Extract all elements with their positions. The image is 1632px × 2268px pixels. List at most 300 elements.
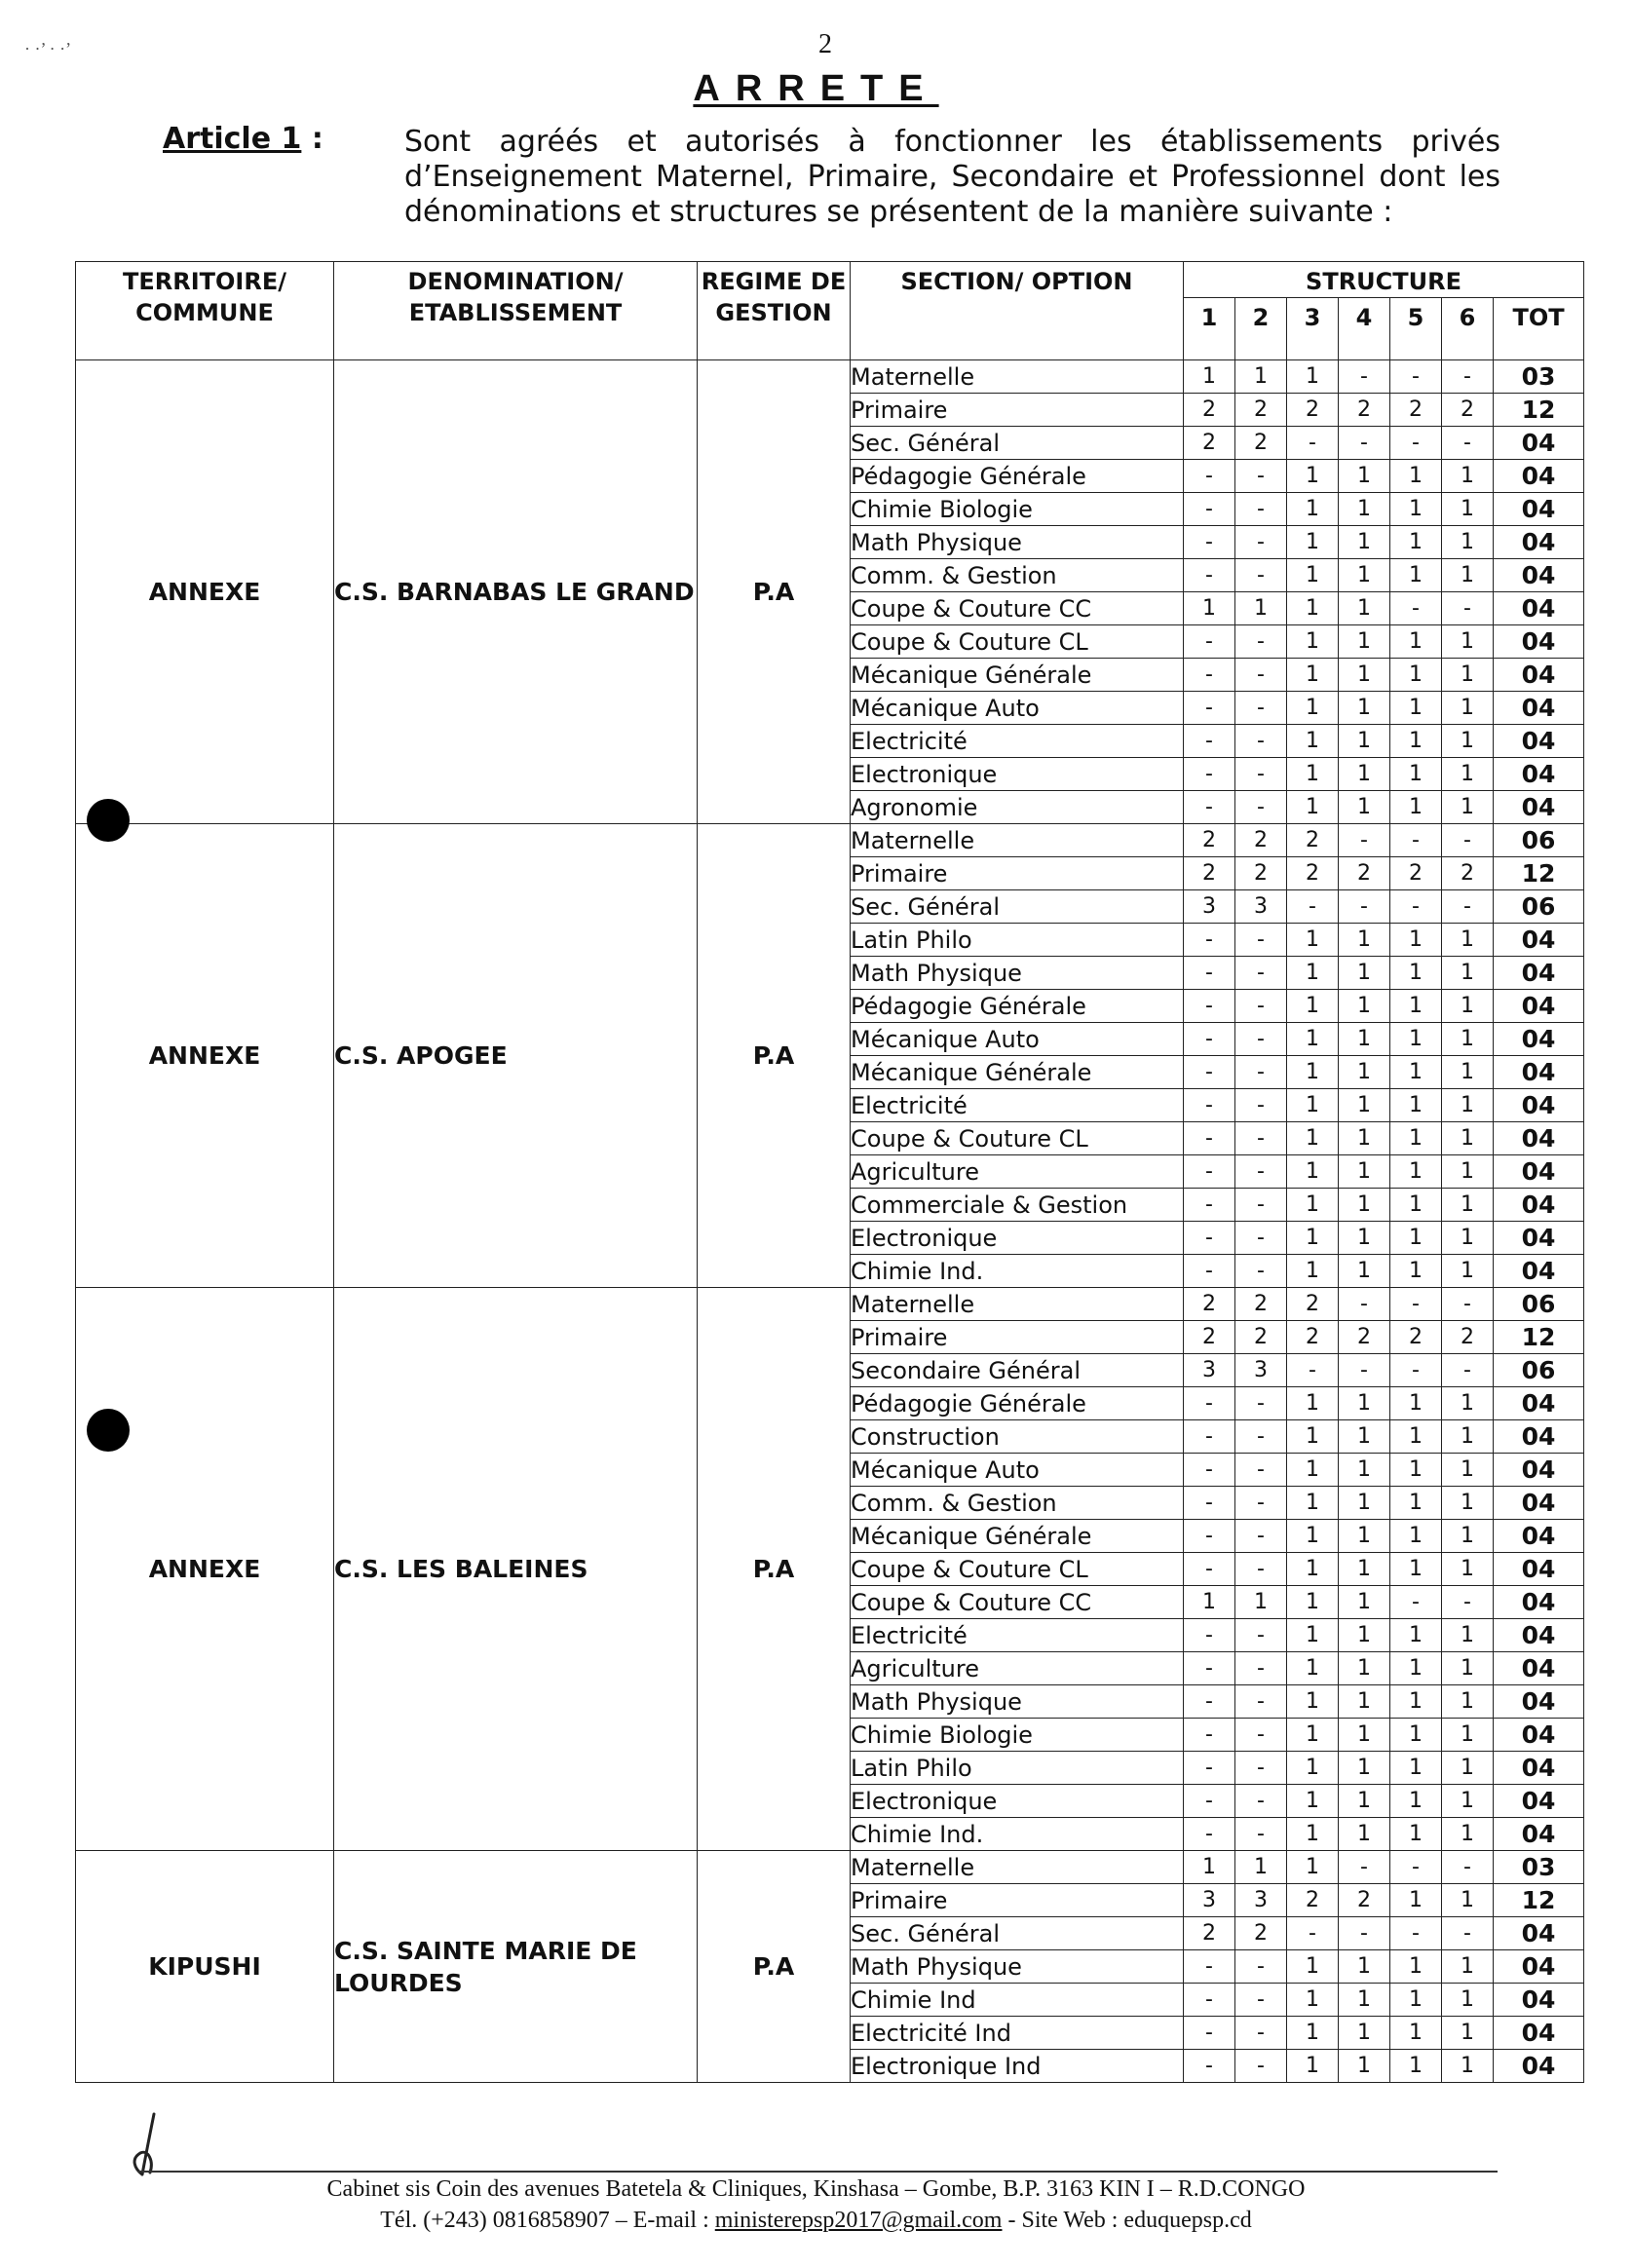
structure-cell-1: 2 <box>1184 1321 1235 1354</box>
structure-cell-4: - <box>1339 1354 1390 1387</box>
structure-cell-5: 1 <box>1390 1222 1442 1255</box>
structure-cell-1: 2 <box>1184 824 1235 857</box>
structure-cell-2: - <box>1235 1719 1287 1752</box>
group-regime: P.A <box>698 360 851 824</box>
total-cell: 04 <box>1494 924 1584 957</box>
table-row <box>76 1288 1584 1321</box>
structure-cell-2: - <box>1235 1520 1287 1553</box>
structure-cell-3: 1 <box>1287 1520 1339 1553</box>
structure-cell-3: 1 <box>1287 725 1339 758</box>
header-denomination: DENOMINATION/ ETABLISSEMENT <box>334 262 698 360</box>
structure-cell-4: 1 <box>1339 1023 1390 1056</box>
structure-cell-6: 1 <box>1442 990 1494 1023</box>
header-structure: STRUCTURE <box>1184 262 1584 298</box>
section-option-cell: Primaire <box>851 857 1184 890</box>
structure-cell-2: - <box>1235 957 1287 990</box>
group-territoire: KIPUSHI <box>76 1851 334 2083</box>
structure-cell-4: - <box>1339 824 1390 857</box>
structure-cell-4: 1 <box>1339 957 1390 990</box>
structure-cell-5: - <box>1390 824 1442 857</box>
total-cell: 04 <box>1494 526 1584 559</box>
total-cell: 04 <box>1494 1189 1584 1222</box>
article-label-text: Article 1 <box>163 122 302 156</box>
structure-cell-1: - <box>1184 1420 1235 1454</box>
section-option-cell: Maternelle <box>851 1851 1184 1884</box>
structure-cell-5: 1 <box>1390 1155 1442 1189</box>
group-territoire: ANNEXE <box>76 824 334 1288</box>
structure-cell-3: 1 <box>1287 1189 1339 1222</box>
structure-cell-5: - <box>1390 360 1442 394</box>
structure-cell-5: 1 <box>1390 957 1442 990</box>
total-cell: 04 <box>1494 1255 1584 1288</box>
structure-cell-3: 1 <box>1287 625 1339 659</box>
structure-cell-4: 1 <box>1339 659 1390 692</box>
structure-cell-6: 1 <box>1442 1454 1494 1487</box>
total-cell: 04 <box>1494 1023 1584 1056</box>
section-option-cell: Latin Philo <box>851 1752 1184 1785</box>
structure-cell-4: 1 <box>1339 1950 1390 1984</box>
structure-cell-3: 1 <box>1287 1984 1339 2017</box>
structure-cell-2: 3 <box>1235 1884 1287 1917</box>
structure-cell-3: 2 <box>1287 1288 1339 1321</box>
header-col-4: 4 <box>1339 298 1390 360</box>
structure-cell-1: 1 <box>1184 360 1235 394</box>
structure-cell-5: 1 <box>1390 1255 1442 1288</box>
total-cell: 04 <box>1494 990 1584 1023</box>
group-denomination: C.S. SAINTE MARIE DE LOURDES <box>334 1851 698 2083</box>
structure-cell-6: - <box>1442 1288 1494 1321</box>
structure-cell-5: - <box>1390 1586 1442 1619</box>
structure-cell-3: 1 <box>1287 1420 1339 1454</box>
structure-cell-5: 1 <box>1390 625 1442 659</box>
total-cell: 04 <box>1494 1652 1584 1685</box>
structure-cell-1: - <box>1184 1155 1235 1189</box>
structure-cell-4: 1 <box>1339 493 1390 526</box>
structure-cell-6: 1 <box>1442 924 1494 957</box>
section-option-cell: Primaire <box>851 1321 1184 1354</box>
total-cell: 12 <box>1494 1884 1584 1917</box>
structure-cell-3: 1 <box>1287 1553 1339 1586</box>
structure-cell-6: 1 <box>1442 1387 1494 1420</box>
punch-hole-mark <box>87 799 130 842</box>
structure-cell-4: 2 <box>1339 857 1390 890</box>
structure-cell-4: 1 <box>1339 1619 1390 1652</box>
structure-cell-1: - <box>1184 1619 1235 1652</box>
section-option-cell: Agriculture <box>851 1155 1184 1189</box>
structure-cell-5: - <box>1390 890 1442 924</box>
structure-cell-1: - <box>1184 1255 1235 1288</box>
structure-cell-4: 1 <box>1339 526 1390 559</box>
structure-cell-5: 1 <box>1390 1619 1442 1652</box>
total-cell: 04 <box>1494 1553 1584 1586</box>
total-cell: 04 <box>1494 1917 1584 1950</box>
footer-address: Cabinet sis Coin des avenues Batetela & Cliniques, Kinshasa – Gombe, B.P. 3163 KIN I – R.D.CONGO <box>326 2176 1306 2202</box>
section-option-cell: Primaire <box>851 394 1184 427</box>
section-option-cell: Agriculture <box>851 1652 1184 1685</box>
structure-cell-6: 1 <box>1442 758 1494 791</box>
structure-cell-4: 2 <box>1339 394 1390 427</box>
group-territoire: ANNEXE <box>76 1288 334 1851</box>
total-cell: 04 <box>1494 1818 1584 1851</box>
structure-cell-5: 1 <box>1390 1387 1442 1420</box>
structure-cell-1: - <box>1184 460 1235 493</box>
total-cell: 04 <box>1494 659 1584 692</box>
structure-cell-4: 1 <box>1339 1818 1390 1851</box>
structure-cell-5: - <box>1390 1288 1442 1321</box>
structure-cell-3: 1 <box>1287 526 1339 559</box>
structure-cell-2: - <box>1235 1685 1287 1719</box>
structure-cell-3: 2 <box>1287 857 1339 890</box>
structure-cell-2: 2 <box>1235 824 1287 857</box>
structure-cell-5: 1 <box>1390 1818 1442 1851</box>
structure-cell-1: - <box>1184 659 1235 692</box>
structure-cell-3: - <box>1287 427 1339 460</box>
structure-cell-6: - <box>1442 427 1494 460</box>
structure-cell-5: 1 <box>1390 2050 1442 2083</box>
total-cell: 04 <box>1494 1586 1584 1619</box>
section-option-cell: Sec. Général <box>851 1917 1184 1950</box>
section-option-cell: Coupe & Couture CL <box>851 625 1184 659</box>
structure-cell-2: - <box>1235 625 1287 659</box>
total-cell: 04 <box>1494 1454 1584 1487</box>
structure-cell-1: - <box>1184 791 1235 824</box>
structure-cell-6: - <box>1442 1354 1494 1387</box>
structure-cell-6: 2 <box>1442 857 1494 890</box>
structure-cell-3: 2 <box>1287 1884 1339 1917</box>
section-option-cell: Maternelle <box>851 360 1184 394</box>
footer-rule <box>138 2171 1498 2173</box>
structure-cell-1: - <box>1184 1222 1235 1255</box>
structure-cell-1: - <box>1184 957 1235 990</box>
structure-cell-5: 1 <box>1390 1420 1442 1454</box>
structure-cell-5: 1 <box>1390 758 1442 791</box>
structure-cell-1: - <box>1184 758 1235 791</box>
header-col-2: 2 <box>1235 298 1287 360</box>
structure-cell-4: 1 <box>1339 1520 1390 1553</box>
document-title: ARRETE <box>693 68 939 109</box>
structure-cell-3: 1 <box>1287 2050 1339 2083</box>
structure-cell-3: 1 <box>1287 1752 1339 1785</box>
section-option-cell: Chimie Ind. <box>851 1818 1184 1851</box>
structure-cell-2: - <box>1235 1553 1287 1586</box>
structure-cell-5: 2 <box>1390 394 1442 427</box>
group-regime: P.A <box>698 824 851 1288</box>
structure-cell-3: 1 <box>1287 1089 1339 1122</box>
structure-cell-3: 1 <box>1287 1851 1339 1884</box>
structure-cell-6: 1 <box>1442 1652 1494 1685</box>
structure-cell-5: 1 <box>1390 1884 1442 1917</box>
section-option-cell: Electronique <box>851 1222 1184 1255</box>
structure-cell-4: 1 <box>1339 791 1390 824</box>
structure-cell-6: 1 <box>1442 1255 1494 1288</box>
total-cell: 04 <box>1494 460 1584 493</box>
schools-structure-table <box>75 261 1584 2083</box>
structure-cell-6: - <box>1442 1851 1494 1884</box>
footer-contact <box>0 2208 1632 2234</box>
structure-cell-1: - <box>1184 1719 1235 1752</box>
structure-cell-5: - <box>1390 1354 1442 1387</box>
structure-cell-6: 1 <box>1442 1950 1494 1984</box>
total-cell: 04 <box>1494 1420 1584 1454</box>
structure-cell-4: 1 <box>1339 1420 1390 1454</box>
structure-cell-5: - <box>1390 427 1442 460</box>
structure-cell-4: 1 <box>1339 758 1390 791</box>
article-label <box>163 122 323 156</box>
header-col-tot: TOT <box>1494 298 1584 360</box>
section-option-cell: Electricité <box>851 1089 1184 1122</box>
structure-cell-4: 1 <box>1339 1189 1390 1222</box>
total-cell: 04 <box>1494 957 1584 990</box>
structure-cell-6: 1 <box>1442 1553 1494 1586</box>
structure-cell-3: 1 <box>1287 990 1339 1023</box>
structure-cell-1: - <box>1184 493 1235 526</box>
structure-cell-6: 1 <box>1442 625 1494 659</box>
section-option-cell: Electricité <box>851 725 1184 758</box>
structure-cell-5: 1 <box>1390 1950 1442 1984</box>
structure-cell-6: 1 <box>1442 1122 1494 1155</box>
total-cell: 06 <box>1494 890 1584 924</box>
header-col-5: 5 <box>1390 298 1442 360</box>
section-option-cell: Mécanique Générale <box>851 659 1184 692</box>
structure-cell-4: 1 <box>1339 1984 1390 2017</box>
total-cell: 03 <box>1494 360 1584 394</box>
structure-cell-6: 1 <box>1442 791 1494 824</box>
structure-cell-3: 2 <box>1287 824 1339 857</box>
structure-cell-4: - <box>1339 890 1390 924</box>
structure-cell-4: 1 <box>1339 1652 1390 1685</box>
total-cell: 04 <box>1494 1719 1584 1752</box>
structure-cell-4: 1 <box>1339 592 1390 625</box>
total-cell: 04 <box>1494 1950 1584 1984</box>
structure-cell-6: 1 <box>1442 460 1494 493</box>
structure-cell-5: - <box>1390 592 1442 625</box>
structure-cell-5: - <box>1390 1851 1442 1884</box>
structure-cell-3: 1 <box>1287 1255 1339 1288</box>
group-denomination: C.S. LES BALEINES <box>334 1288 698 1851</box>
header-section: SECTION/ OPTION <box>851 262 1184 360</box>
structure-cell-1: 2 <box>1184 394 1235 427</box>
structure-cell-4: 1 <box>1339 1454 1390 1487</box>
structure-cell-1: - <box>1184 1950 1235 1984</box>
structure-cell-6: 1 <box>1442 692 1494 725</box>
section-option-cell: Sec. Général <box>851 890 1184 924</box>
structure-cell-5: 1 <box>1390 1089 1442 1122</box>
structure-cell-6: 1 <box>1442 1719 1494 1752</box>
structure-cell-3: 1 <box>1287 1818 1339 1851</box>
section-option-cell: Comm. & Gestion <box>851 559 1184 592</box>
structure-cell-2: - <box>1235 990 1287 1023</box>
structure-cell-2: - <box>1235 1122 1287 1155</box>
structure-cell-2: - <box>1235 1818 1287 1851</box>
section-option-cell: Mécanique Générale <box>851 1520 1184 1553</box>
structure-cell-6: 1 <box>1442 1619 1494 1652</box>
structure-cell-2: - <box>1235 1752 1287 1785</box>
structure-cell-6: 1 <box>1442 1752 1494 1785</box>
structure-cell-1: - <box>1184 1056 1235 1089</box>
footer-phone: Tél. (+243) 0816858907 – E-mail : <box>380 2208 715 2233</box>
structure-cell-3: 1 <box>1287 1785 1339 1818</box>
structure-cell-4: 1 <box>1339 1752 1390 1785</box>
structure-cell-1: - <box>1184 625 1235 659</box>
structure-cell-6: 1 <box>1442 1023 1494 1056</box>
structure-cell-1: - <box>1184 559 1235 592</box>
header-regime: REGIME DE GESTION <box>698 262 851 360</box>
structure-cell-3: 1 <box>1287 559 1339 592</box>
structure-cell-6: 1 <box>1442 659 1494 692</box>
section-option-cell: Sec. Général <box>851 427 1184 460</box>
group-regime: P.A <box>698 1851 851 2083</box>
structure-cell-4: 2 <box>1339 1884 1390 1917</box>
structure-cell-4: 1 <box>1339 1222 1390 1255</box>
structure-cell-2: - <box>1235 1155 1287 1189</box>
structure-cell-4: 1 <box>1339 1155 1390 1189</box>
structure-cell-1: - <box>1184 1487 1235 1520</box>
group-denomination: C.S. BARNABAS LE GRAND <box>334 360 698 824</box>
structure-cell-6: 1 <box>1442 526 1494 559</box>
table-body <box>76 360 1584 2083</box>
structure-cell-1: - <box>1184 1652 1235 1685</box>
structure-cell-3: 1 <box>1287 1652 1339 1685</box>
structure-cell-2: 2 <box>1235 1288 1287 1321</box>
total-cell: 04 <box>1494 1222 1584 1255</box>
section-option-cell: Latin Philo <box>851 924 1184 957</box>
header-col-6: 6 <box>1442 298 1494 360</box>
section-option-cell: Electronique <box>851 758 1184 791</box>
structure-cell-1: - <box>1184 692 1235 725</box>
structure-cell-6: 2 <box>1442 1321 1494 1354</box>
structure-cell-3: - <box>1287 890 1339 924</box>
section-option-cell: Pédagogie Générale <box>851 990 1184 1023</box>
structure-cell-4: 1 <box>1339 1056 1390 1089</box>
total-cell: 04 <box>1494 625 1584 659</box>
structure-cell-2: 1 <box>1235 1586 1287 1619</box>
footer-email-link[interactable]: ministerepsp2017@gmail.com <box>714 2208 1003 2233</box>
section-option-cell: Commerciale & Gestion <box>851 1189 1184 1222</box>
structure-cell-2: - <box>1235 1454 1287 1487</box>
structure-cell-2: - <box>1235 1056 1287 1089</box>
total-cell: 04 <box>1494 1056 1584 1089</box>
structure-cell-1: - <box>1184 1023 1235 1056</box>
structure-cell-6: 2 <box>1442 394 1494 427</box>
structure-cell-5: 1 <box>1390 1487 1442 1520</box>
structure-cell-5: 1 <box>1390 1189 1442 1222</box>
structure-cell-5: 1 <box>1390 725 1442 758</box>
structure-cell-2: - <box>1235 1652 1287 1685</box>
structure-cell-5: 1 <box>1390 460 1442 493</box>
structure-cell-6: - <box>1442 360 1494 394</box>
structure-cell-6: 1 <box>1442 1685 1494 1719</box>
structure-cell-3: 1 <box>1287 493 1339 526</box>
structure-cell-1: - <box>1184 1122 1235 1155</box>
header-col-3: 3 <box>1287 298 1339 360</box>
structure-cell-1: 1 <box>1184 1851 1235 1884</box>
structure-cell-1: 3 <box>1184 1354 1235 1387</box>
structure-cell-4: 1 <box>1339 1122 1390 1155</box>
structure-cell-3: - <box>1287 1917 1339 1950</box>
structure-cell-5: 1 <box>1390 1984 1442 2017</box>
structure-cell-1: - <box>1184 1089 1235 1122</box>
total-cell: 04 <box>1494 758 1584 791</box>
structure-cell-2: 2 <box>1235 1321 1287 1354</box>
structure-cell-3: 1 <box>1287 1023 1339 1056</box>
structure-cell-2: 2 <box>1235 1917 1287 1950</box>
total-cell: 12 <box>1494 394 1584 427</box>
structure-cell-5: 1 <box>1390 1719 1442 1752</box>
total-cell: 04 <box>1494 493 1584 526</box>
structure-cell-6: 1 <box>1442 957 1494 990</box>
article-text: Sont agréés et autorisés à fonctionner les établissements privés d’Enseignement Maternel, Primaire, Secondaire et Professionnel dont les dénominations et structures se présentent de la manière suivante : <box>404 125 1500 229</box>
total-cell: 04 <box>1494 427 1584 460</box>
structure-cell-6: 1 <box>1442 1420 1494 1454</box>
structure-cell-5: 1 <box>1390 2017 1442 2050</box>
structure-cell-2: - <box>1235 493 1287 526</box>
structure-cell-1: 1 <box>1184 592 1235 625</box>
structure-cell-5: 1 <box>1390 692 1442 725</box>
total-cell: 04 <box>1494 559 1584 592</box>
structure-cell-5: 1 <box>1390 559 1442 592</box>
structure-cell-4: 1 <box>1339 1685 1390 1719</box>
total-cell: 04 <box>1494 2017 1584 2050</box>
total-cell: 04 <box>1494 1984 1584 2017</box>
total-cell: 06 <box>1494 1288 1584 1321</box>
structure-cell-3: 1 <box>1287 957 1339 990</box>
structure-cell-2: - <box>1235 1984 1287 2017</box>
structure-cell-3: 1 <box>1287 1387 1339 1420</box>
structure-cell-1: 2 <box>1184 857 1235 890</box>
structure-cell-3: 2 <box>1287 394 1339 427</box>
structure-cell-3: 1 <box>1287 1487 1339 1520</box>
structure-cell-4: - <box>1339 427 1390 460</box>
structure-cell-1: 2 <box>1184 1288 1235 1321</box>
section-option-cell: Pédagogie Générale <box>851 1387 1184 1420</box>
structure-cell-2: - <box>1235 2050 1287 2083</box>
header-territoire: TERRITOIRE/ COMMUNE <box>76 262 334 360</box>
section-option-cell: Math Physique <box>851 957 1184 990</box>
total-cell: 04 <box>1494 1752 1584 1785</box>
structure-cell-2: - <box>1235 659 1287 692</box>
page-number: 2 <box>818 29 832 59</box>
structure-cell-5: 1 <box>1390 1553 1442 1586</box>
structure-cell-3: 1 <box>1287 1056 1339 1089</box>
structure-cell-5: 1 <box>1390 1454 1442 1487</box>
structure-cell-5: 1 <box>1390 493 1442 526</box>
structure-cell-2: 3 <box>1235 890 1287 924</box>
structure-cell-4: 1 <box>1339 1785 1390 1818</box>
structure-cell-2: 2 <box>1235 857 1287 890</box>
section-option-cell: Mécanique Auto <box>851 692 1184 725</box>
section-option-cell: Primaire <box>851 1884 1184 1917</box>
structure-cell-5: - <box>1390 1917 1442 1950</box>
total-cell: 03 <box>1494 1851 1584 1884</box>
structure-cell-5: 1 <box>1390 1056 1442 1089</box>
structure-cell-2: - <box>1235 758 1287 791</box>
structure-cell-1: - <box>1184 1520 1235 1553</box>
structure-cell-2: - <box>1235 1189 1287 1222</box>
structure-cell-1: - <box>1184 1818 1235 1851</box>
structure-cell-3: 1 <box>1287 2017 1339 2050</box>
structure-cell-1: 3 <box>1184 1884 1235 1917</box>
structure-cell-1: 3 <box>1184 890 1235 924</box>
section-option-cell: Chimie Biologie <box>851 493 1184 526</box>
section-option-cell: Electronique <box>851 1785 1184 1818</box>
structure-cell-3: 1 <box>1287 1122 1339 1155</box>
structure-cell-4: 1 <box>1339 924 1390 957</box>
total-cell: 04 <box>1494 692 1584 725</box>
structure-cell-3: - <box>1287 1354 1339 1387</box>
structure-cell-5: 1 <box>1390 659 1442 692</box>
section-option-cell: Mécanique Auto <box>851 1023 1184 1056</box>
structure-cell-4: 2 <box>1339 1321 1390 1354</box>
